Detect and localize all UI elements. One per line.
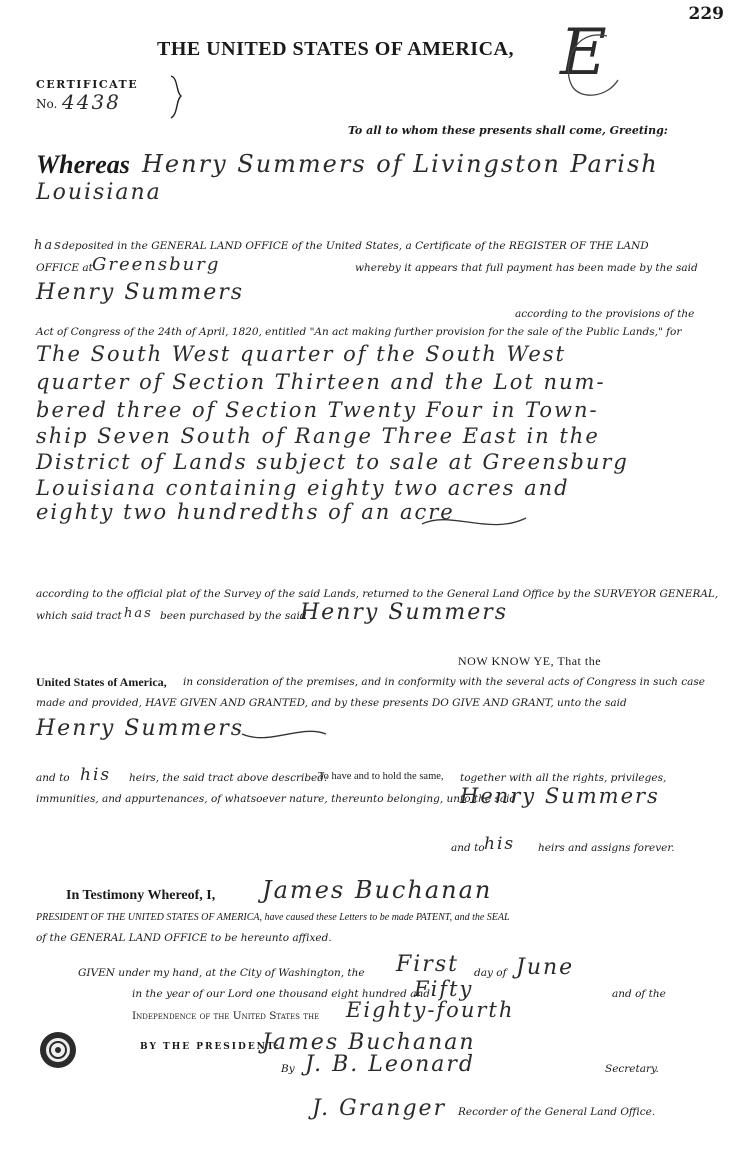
usa-gothic: United States of America,	[36, 675, 167, 689]
secretary-label: Secretary.	[605, 1063, 659, 1075]
whereas-hand-line2: Louisiana	[36, 180, 162, 205]
page-title: THE UNITED STATES OF AMERICA,	[157, 38, 514, 60]
land-desc-line-5: District of Lands subject to sale at Greensburg	[36, 450, 629, 474]
by-label: By	[281, 1063, 295, 1075]
recorder-label: Recorder of the General Land Office.	[458, 1106, 656, 1118]
has-handwritten-2: has	[124, 606, 153, 621]
given-line-1: GIVEN under my hand, at the City of Washington, the	[78, 967, 365, 979]
his-handwritten-1: his	[80, 765, 112, 785]
now-know-ye: NOW KNOW YE, That the	[458, 654, 602, 668]
heirs-tract: heirs, the said tract above described:	[129, 772, 328, 784]
land-desc-line-3: bered three of Section Twenty Four in Town-	[36, 398, 599, 422]
given-indep-hand: Eighty-fourth	[346, 998, 515, 1022]
given-day-of: day of	[474, 967, 507, 979]
heirs-assigns: heirs and assigns forever.	[538, 842, 675, 854]
corner-mark-flourish	[552, 28, 622, 98]
greeting: To all to whom these presents shall come, Greeting:	[348, 124, 668, 137]
and-to-label-1: and to	[36, 772, 70, 784]
testimony-line-2: PRESIDENT OF THE UNITED STATES OF AMERICA, have caused these Letters to be made PATENT, and the SEAL	[36, 912, 510, 923]
whereas-word: Whereas	[36, 150, 130, 179]
together-line: together with all the rights, privileges,	[460, 772, 667, 784]
and-to-label-2: and to	[451, 842, 485, 854]
deposited-line: deposited in the GENERAL LAND OFFICE of the United States, a Certificate of the REGISTER OF THE LAND	[62, 240, 649, 252]
land-desc-line-4: ship Seven South of Range Three East in the	[36, 424, 600, 448]
given-year-hand: Fifty	[414, 977, 474, 1001]
his-handwritten-2: his	[484, 834, 516, 854]
immunities-line: immunities, and appurtenances, of whatsoever nature, thereunto belonging, unto the said	[36, 793, 517, 805]
purchaser-name-2: Henry Summers	[300, 600, 509, 625]
by-the-president: BY THE PRESIDENT:	[140, 1042, 281, 1052]
signature-recorder: J. Granger	[312, 1096, 447, 1121]
land-desc-line-6: Louisiana containing eighty two acres and	[36, 476, 570, 500]
testimony-president-hand: James Buchanan	[262, 876, 493, 904]
given-month-hand: June	[516, 955, 575, 980]
plat-line: according to the official plat of the Survey of the said Lands, returned to the General Land Office by the SURVEYOR GENERAL,	[36, 588, 719, 600]
certificate-no-label: No.	[36, 97, 58, 111]
whereas-hand-line1: Henry Summers of Livingston Parish	[142, 150, 659, 178]
purchaser-name-3: Henry Summers	[36, 716, 245, 741]
provisions-line: according to the provisions of the	[515, 308, 695, 320]
certificate-brace	[168, 74, 184, 120]
page-number: 229	[688, 4, 724, 24]
certificate-number: 4438	[62, 90, 121, 114]
whereby-line: whereby it appears that full payment has been made by the said	[355, 262, 698, 274]
certificate-label: CERTIFICATE	[36, 78, 139, 91]
testimony-line-3: of the GENERAL LAND OFFICE to be hereunto affixed.	[36, 932, 332, 944]
purchaser-name-1: Henry Summers	[36, 280, 245, 305]
land-desc-line-2: quarter of Section Thirteen and the Lot num-	[36, 370, 606, 394]
name3-flourish	[240, 724, 330, 748]
act-line: Act of Congress of the 24th of April, 1820, entitled "An act making further provision for the sale of the Public Lands," for	[36, 326, 682, 338]
desc-end-flourish	[420, 506, 530, 536]
signature-by: J. B. Leonard	[305, 1052, 476, 1077]
office-handwritten: Greensburg	[92, 254, 221, 275]
corner-mark: E	[560, 16, 609, 90]
to-have-hold: To have and to hold the same,	[318, 771, 444, 782]
office-at-label: OFFICE at	[36, 262, 93, 274]
consideration-line: in consideration of the premises, and in conformity with the several acts of Congress in such case	[183, 676, 706, 688]
seal-icon	[38, 1030, 78, 1070]
given-line-3: Independence of the United States the	[132, 1010, 320, 1022]
land-desc-line-1: The South West quarter of the South West	[36, 342, 566, 366]
land-desc-line-7: eighty two hundredths of an acre	[36, 500, 455, 524]
tract-mid: been purchased by the said	[160, 610, 307, 622]
has-handwritten-1: has	[34, 238, 63, 253]
given-day-hand: First	[396, 952, 459, 977]
testimony-phrase: In Testimony Whereof, I,	[66, 888, 216, 903]
made-provided-line: made and provided, HAVE GIVEN AND GRANTED, and by these presents DO GIVE AND GRANT, unto the said	[36, 697, 627, 709]
given-line-2: in the year of our Lord one thousand eight hundred and	[132, 988, 430, 1000]
given-and-of-the: and of the	[612, 988, 666, 1000]
tract-prefix: which said tract	[36, 610, 122, 622]
purchaser-name-4: Henry Summers	[460, 784, 660, 808]
signature-president: James Buchanan	[262, 1030, 476, 1055]
